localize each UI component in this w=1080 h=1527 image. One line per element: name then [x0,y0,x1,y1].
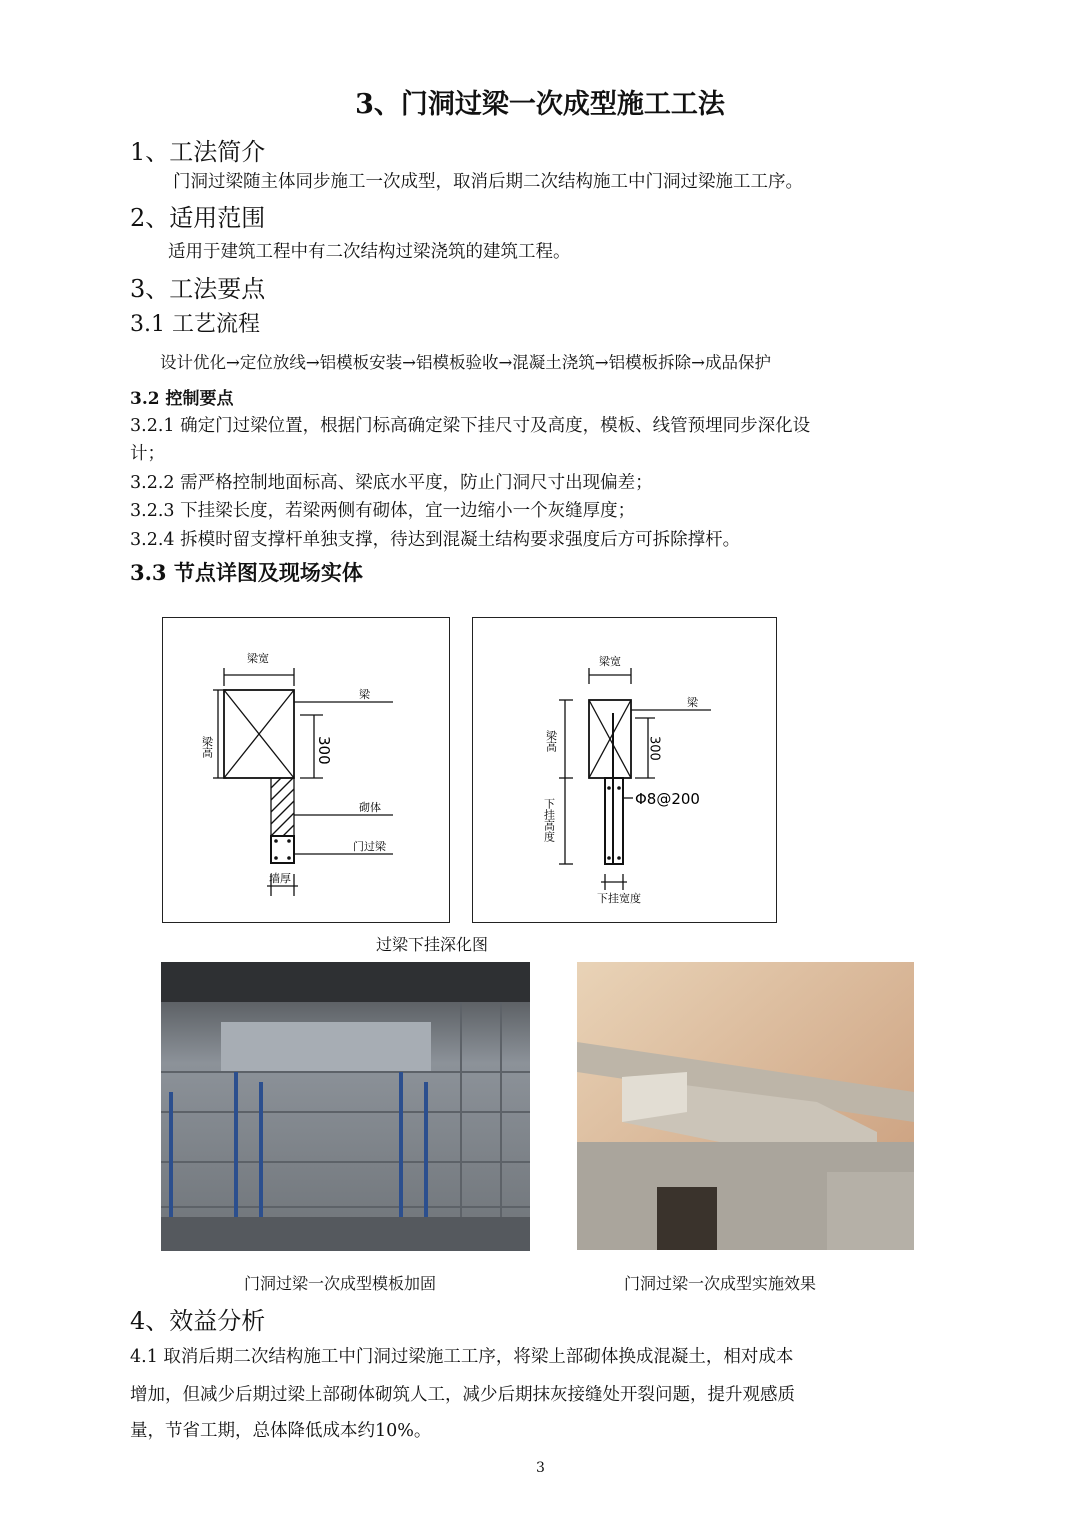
lintel-diagram-left-svg [163,618,449,922]
beam-width-label: 梁宽 [599,655,621,668]
page-number: 3 [536,1460,545,1476]
control-point-2: 3.2.2 需严格控制地面标高、梁底水平度，防止门洞尺寸出现偏差； [130,473,653,493]
beam-height-label: 梁高 [544,730,558,752]
section-3-2-heading: 3.2 控制要点 [130,389,234,409]
page-title: 3、门洞过梁一次成型施工工法 [355,89,725,120]
section-2-text: 适用于建筑工程中有二次结构过梁浇筑的建筑工程。 [168,242,571,262]
photo-right-caption: 门洞过梁一次成型实施效果 [624,1274,817,1293]
benefit-line-3: 量，节省工期，总体降低成本约10%。 [130,1421,432,1441]
section-3-heading: 3、工法要点 [130,275,266,303]
control-point-1b: 计； [130,444,165,464]
beam-label: 梁 [359,688,370,701]
masonry-label: 砌体 [359,801,381,814]
lintel-diagram-right [472,617,777,923]
photo-left-caption: 门洞过梁一次成型模板加固 [244,1274,437,1293]
lintel-diagram-left [162,617,450,923]
beam-height-label: 梁高 [200,736,214,758]
section-4-heading: 4、效益分析 [130,1307,266,1335]
benefit-line-2: 增加，但减少后期过梁上部砌体砌筑人工，减少后期抹灰接缝处开裂问题，提升观感质 [130,1385,795,1405]
control-point-4: 3.2.4 拆模时留支撑杆单独支撑，待达到混凝土结构要求强度后方可拆除撑杆。 [130,530,741,550]
process-flow: 设计优化→定位放线→铝模板安装→铝模板验收→混凝土浇筑→铝模板拆除→成品保护 [160,353,771,372]
control-point-1a: 3.2.1 确定门过梁位置，根据门标高确定梁下挂尺寸及高度，模板、线管预埋同步深化设 [130,416,811,436]
rebar-label: Φ8@200 [635,790,700,808]
formwork-photo [161,962,530,1251]
section-1-heading: 1、工法简介 [130,138,266,166]
finished-lintel-photo-svg [577,962,914,1250]
control-point-3: 3.2.3 下挂梁长度，若梁两侧有砌体，宜一边缩小一个灰缝厚度； [130,501,636,521]
diagram-caption: 过梁下挂深化图 [376,935,489,954]
lintel-label: 门过梁 [353,840,386,853]
benefit-line-1: 4.1 取消后期二次结构施工中门洞过梁施工工序，将梁上部砌体换成混凝土，相对成本 [130,1347,794,1367]
finished-lintel-photo [577,962,914,1250]
section-1-text: 门洞过梁随主体同步施工一次成型，取消后期二次结构施工中门洞过梁施工工序。 [173,172,803,192]
section-3-1-heading: 3.1 工艺流程 [130,312,260,337]
hang-height-label: 下挂高度 [542,798,556,842]
section-2-heading: 2、适用范围 [130,204,266,232]
section-3-3-heading: 3.3 节点详图及现场实体 [130,560,363,585]
hang-width-label: 下挂宽度 [597,892,641,905]
dim-300-label: 300 [315,736,333,765]
wall-thickness-label: 墙厚 [269,872,291,885]
formwork-photo-svg [161,962,530,1251]
beam-width-label: 梁宽 [247,652,269,665]
beam-label: 梁 [687,696,698,709]
lintel-diagram-right-svg [473,618,776,922]
dim-300-label: 300 [646,736,662,761]
